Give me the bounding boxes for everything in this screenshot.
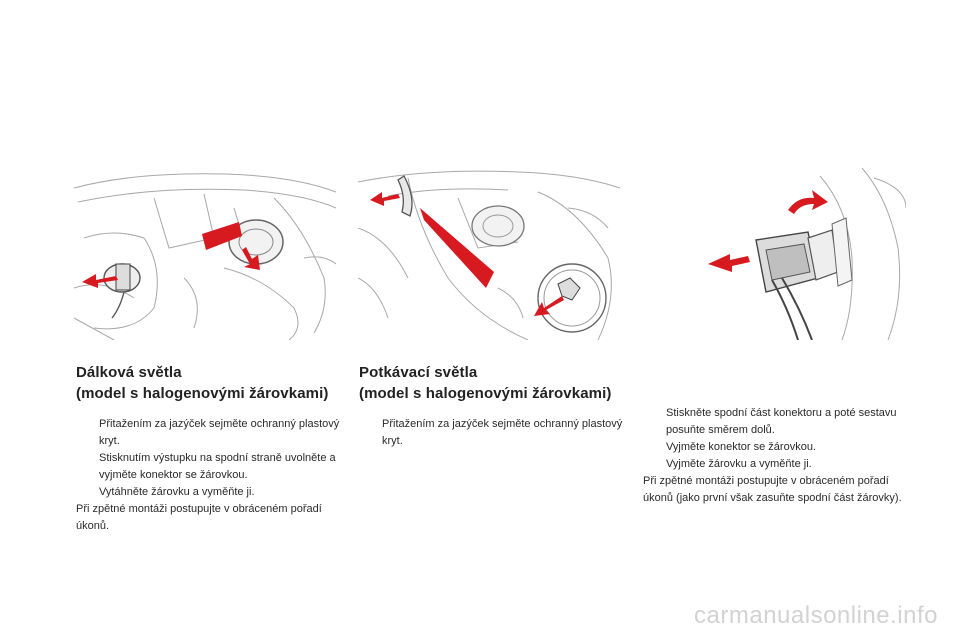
list-item: [643, 456, 905, 473]
title-line-1: Dálková světla: [76, 364, 182, 381]
list-item: [76, 416, 344, 450]
step-text: Vytáhněte žárovku a vyměňte ji.: [99, 486, 255, 498]
step-list: [643, 405, 905, 473]
step-text: Přitažením za jazýček sejměte ochranný plastový kryt.: [99, 418, 340, 447]
watermark-text: carmanualsonline.info: [694, 602, 938, 629]
reassembly-note: Při zpětné montáži postupujte v obráceném pořadí úkonů.: [76, 503, 322, 532]
step-list: [359, 416, 627, 450]
step-text: Vyjměte žárovku a vyměňte ji.: [666, 458, 812, 470]
section-connector: [643, 405, 905, 507]
section-title: [76, 362, 344, 404]
step-text: Stisknutím výstupku na spodní straně uvolněte a vyjměte konektor se žárovkou.: [99, 452, 336, 481]
connector-removal-illustration: [648, 168, 906, 340]
section-title: [359, 362, 627, 404]
list-item: [359, 416, 627, 450]
low-beam-illustration: [358, 168, 620, 340]
list-item: [76, 450, 344, 484]
left-arrow: [708, 254, 750, 272]
connector-drawing: [648, 168, 906, 340]
title-line-2: (model s halogenovými žárovkami): [76, 385, 329, 402]
list-item: [76, 484, 344, 501]
step-text: Přitažením za jazýček sejměte ochranný plastový kryt.: [382, 418, 623, 447]
step-text: Vyjměte konektor se žárovkou.: [666, 441, 816, 453]
step-list: [76, 416, 344, 501]
reassembly-note: Při zpětné montáži postupujte v obráceném pořadí úkonů (jako první však zasuňte spodní část žárovky).: [643, 475, 902, 504]
high-beam-drawing: [74, 168, 336, 340]
title-line-1: Potkávací světla: [359, 364, 478, 381]
title-line-2: (model s halogenovými žárovkami): [359, 385, 612, 402]
list-item: [643, 405, 905, 439]
low-beam-drawing: [358, 168, 620, 340]
step-text: Stiskněte spodní část konektoru a poté sestavu posuňte směrem dolů.: [666, 407, 897, 436]
high-beam-illustration: [74, 168, 336, 340]
rotate-arrow: [788, 190, 828, 214]
section-low-beam: [359, 362, 627, 450]
list-item: [643, 439, 905, 456]
section-high-beam: [76, 362, 344, 535]
